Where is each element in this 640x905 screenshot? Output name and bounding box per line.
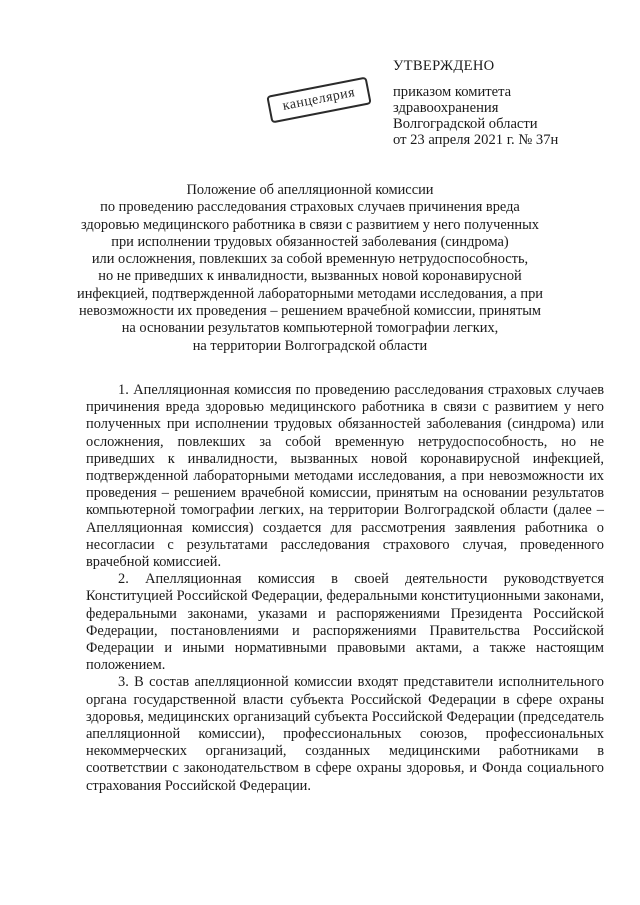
title-line: или осложнения, повлекших за собой временную нетрудоспособность,: [91, 251, 529, 268]
paragraph-3: 3. В состав апелляционной комиссии входят представители исполнительного органа государственной власти субъекта Российской Федерации в сфере охраны здоровья, медицинских организаций субъекта Российской Федерации (председатель апелляционной комиссии), профессиональных союзов, профессиональных некоммерческих организаций, созданных медицинскими работниками в соответствии с законодательством в сфере охраны здоровья, и Фонда социального страхования Российской Федерации.: [86, 674, 604, 794]
title-line: Положение об апелляционной комиссии: [186, 182, 434, 198]
office-stamp: канцелярия: [266, 77, 371, 124]
approval-heading: УТВЕРЖДЕНО: [393, 58, 495, 74]
document-body: [86, 382, 604, 795]
paragraph-1: 1. Апелляционная комиссия по проведению расследования страховых случаев причинения вреда здоровью медицинского работника в связи с развитием у него полученных при исполнении трудовых обязанностей заболевания (синдрома) или осложнения, повлекших за собой временную нетрудоспособность, но не приведших к инвалидности, вызванных новой коронавирусной инфекцией, подтвержденной лабораторными методами исследования, а при невозможности их проведения – решением врачебной комиссии, принятым на основании результатов компьютерной томографии легких, на территории Волгоградской области (далее – Апелляционная комиссия) создается для рассмотрения заявления работника о несогласии с результатами расследования страхового случая, проведенного врачебной комиссией.: [86, 382, 604, 571]
approval-line: здравоохранения: [393, 100, 499, 116]
title-line: невозможности их проведения – решением врачебной комиссии, принятым: [78, 303, 542, 320]
title-line: на территории Волгоградской области: [192, 337, 428, 354]
title-line: на основании результатов компьютерной томографии легких,: [121, 320, 499, 337]
approval-block: [393, 58, 633, 148]
approval-line: от 23 апреля 2021 г. № 37н: [393, 132, 559, 148]
approval-line: приказом комитета: [393, 84, 512, 100]
title-line: здоровью медицинского работника в связи с развитием у него полученных: [80, 216, 540, 233]
title-line: инфекцией, подтвержденной лабораторными методами исследования, а при: [77, 285, 543, 302]
document-title: [60, 182, 560, 355]
title-line: но не приведших к инвалидности, вызванных новой коронавирусной: [98, 268, 522, 285]
approval-line: Волгоградской области: [393, 116, 538, 132]
title-line: при исполнении трудовых обязанностей заболевания (синдрома): [111, 233, 509, 250]
paragraph-2: 2. Апелляционная комиссия в своей деятельности руководствуется Конституцией Российской Федерации, федеральными конституционными законами, федеральными законами, указами и распоряжениями Президента Российской Федерации, постановлениями и распоряжениями Правительства Российской Федерации и иными нормативными правовыми актами, а также настоящим положением.: [86, 571, 604, 674]
title-line: по проведению расследования страховых случаев причинения вреда: [100, 199, 520, 216]
